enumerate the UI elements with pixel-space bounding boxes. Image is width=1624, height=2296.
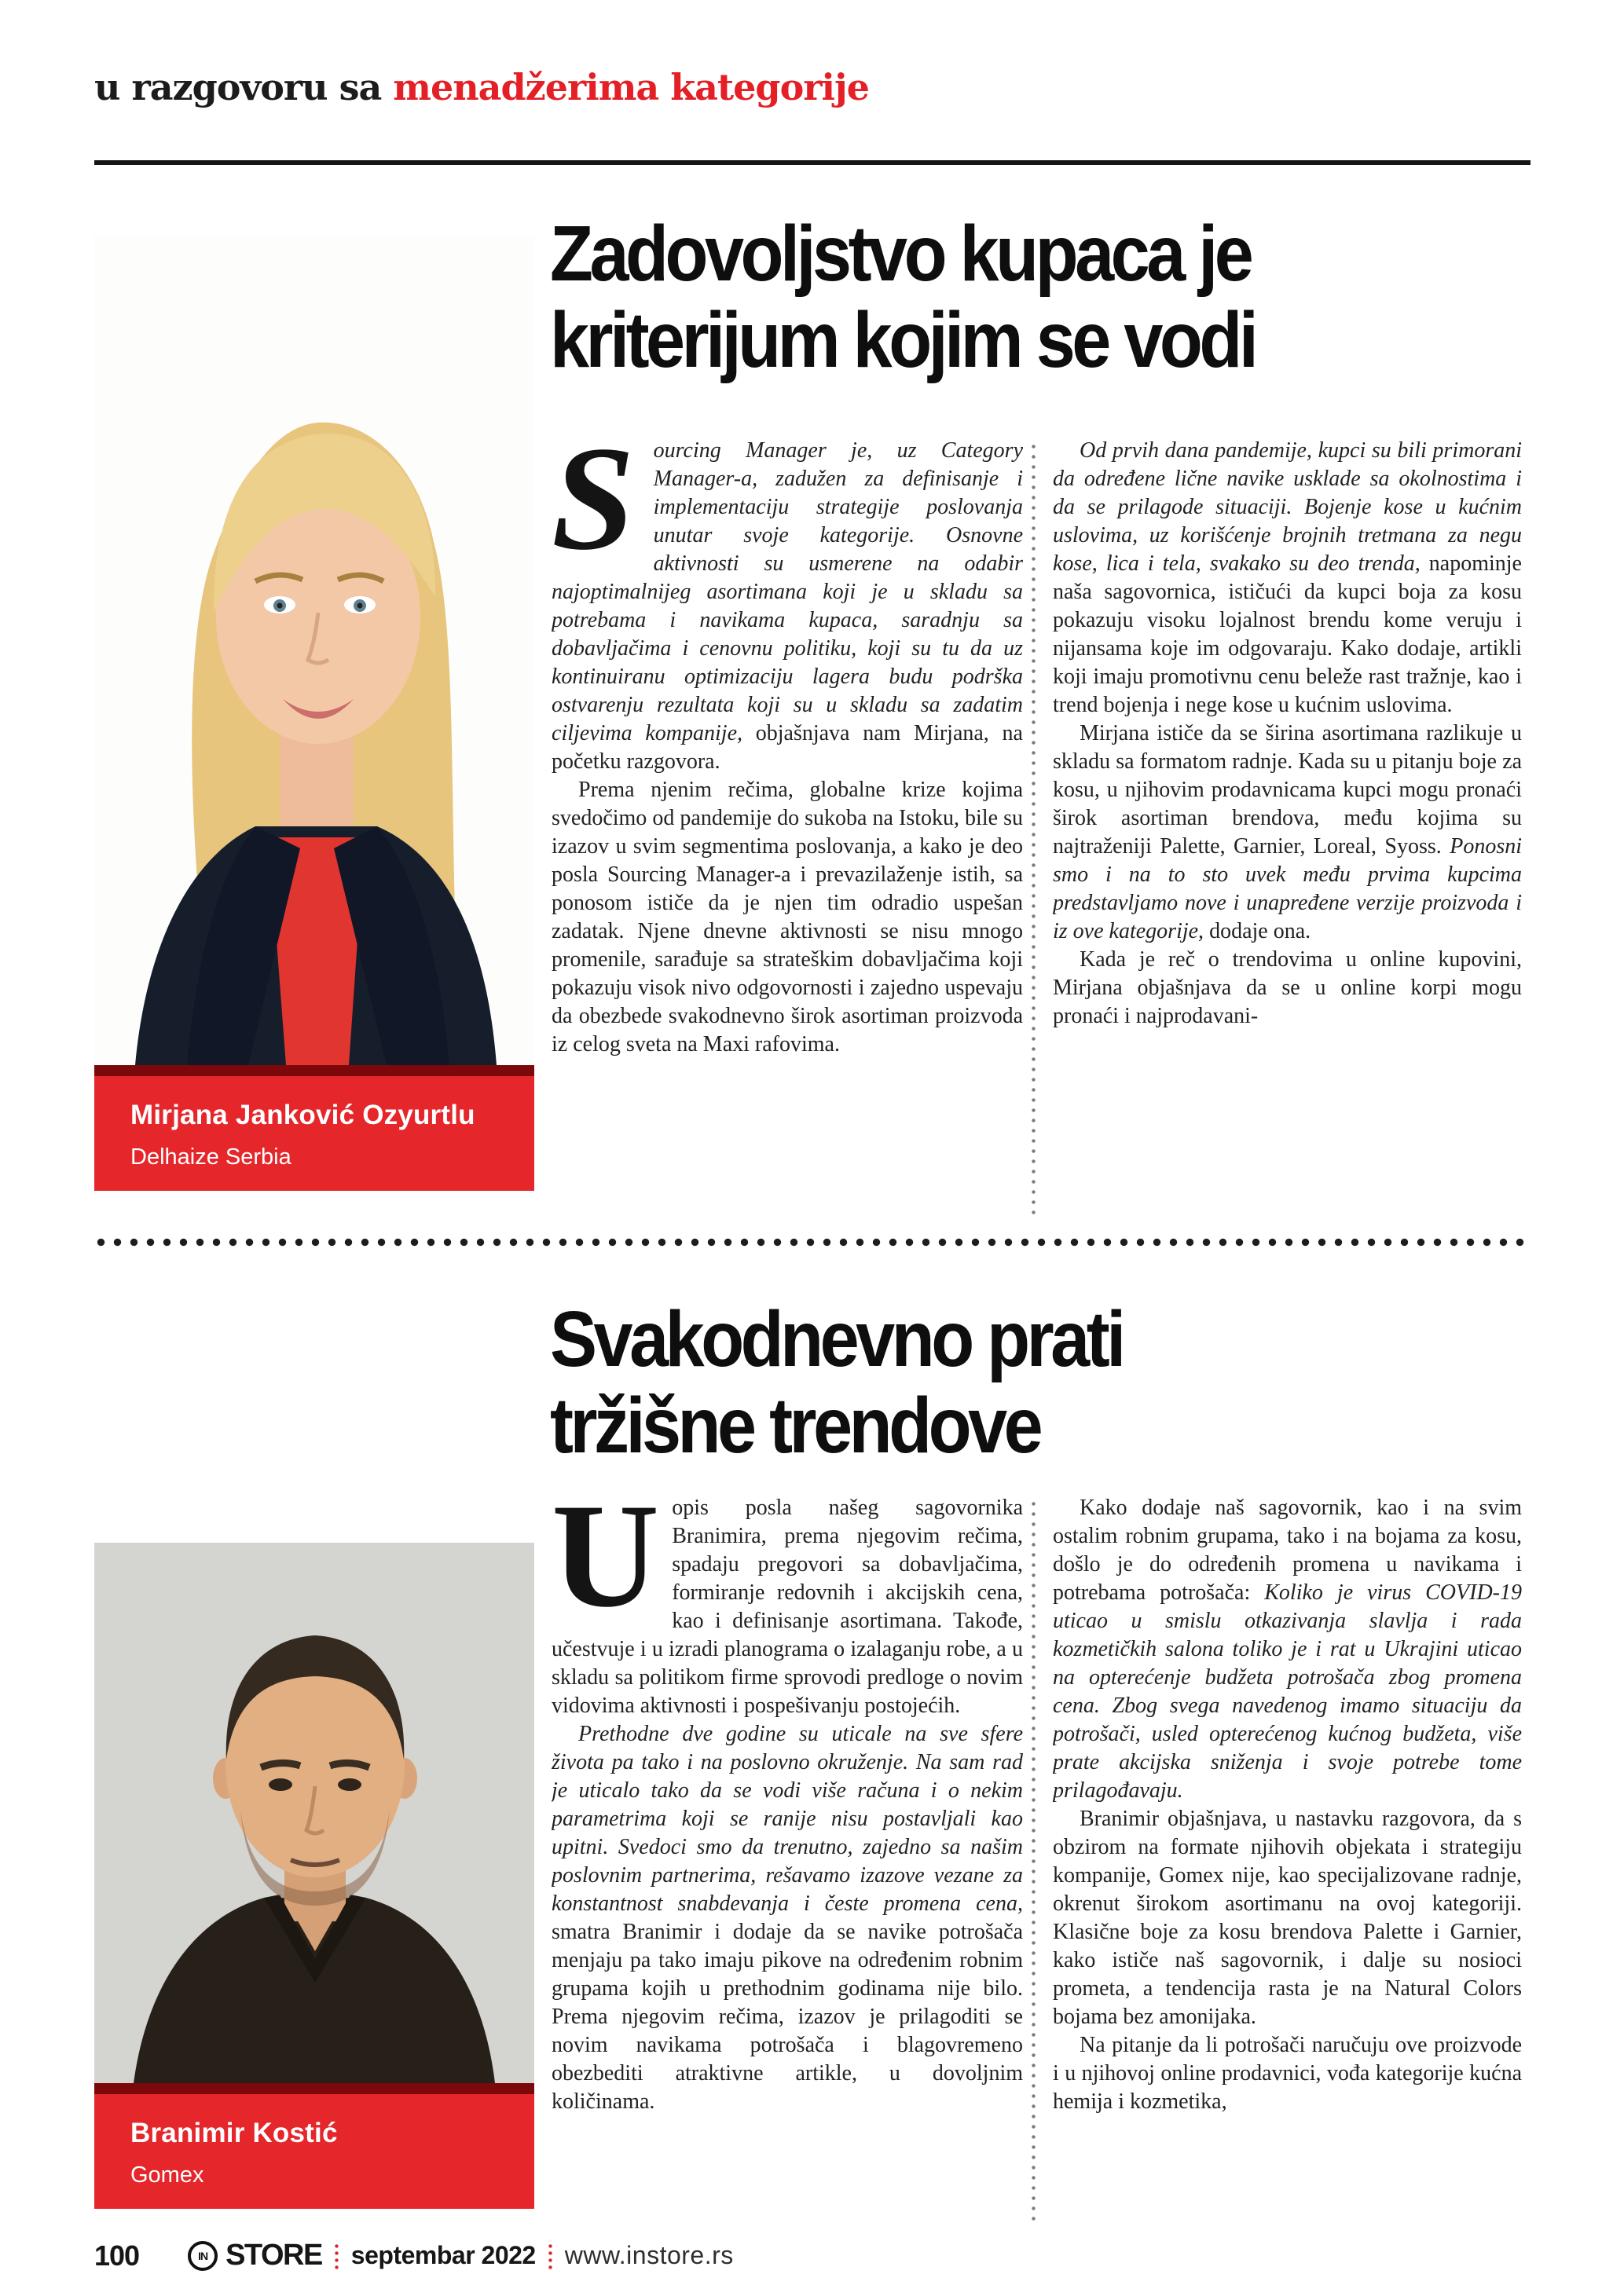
kicker-black-text: u razgovoru sa [94, 66, 394, 108]
article1-paragraph3: Od prvih dana pandemije, kupci su bili primorani da određene lične navike usklade sa okolnostima i da se prilagode situaciji. Bojenje kose u kućnim uslovima, uz korišćenje brojnih tretmana za negu kose, lica i tela, svakako su deo trenda, napominje naša sagovornica, ističući da kupci boja za kosu pokazuju visoku lojalnost brendu kome veruju i nijansama koje im odgovaraju. Kako dodaje, artikli koji imaju promotivnu cenu beleže rast tražnje, kao i trend bojenja i nege kose u kućnim uslovima. [1053, 438, 1522, 717]
dropcap-s: S [552, 437, 635, 581]
article2-title [550, 1296, 1123, 1469]
article2-paragraph5: Na pitanje da li potrošači naručuju ove proizvode i u njihovoj online prodavnici, vođa kategorije kućna hemija i kozmetika, [1053, 2033, 1522, 2114]
caption-name: Mirjana Janković Ozyurtlu [130, 1100, 475, 1130]
article2-paragraph1: Uopis posla našeg sagovornika Branimira, prema njegovim rečima, spadaju pregovori sa dobavljačima, formiranje redovnih i akcijskih cena, kao i definisanje asortimana. Takođe, učestvuje i u izradi planograma o izalaganju robe, a u skladu sa politikom firme sprovodi predloge o novim vidovima aktivnosti i pospešivanju postojećih. [552, 1494, 1023, 1718]
article2-paragraph3: Kako dodaje naš sagovornik, kao i na svim ostalim robnim grupama, tako i na bojama za kosu, došlo je do određenih promena u navikama i potrebama potrošača: Koliko je virus COVID-19 uticao u smislu otkazivanja slavlja i rada kozmetičkih salona toliko je i rat u Ukrajini uticao na opterećenje budžeta potrošača zbog promena cena. Zbog svega navedenog imamo situaciju da potrošači, usled opterećenog kućnog budžeta, više prate akcijska sniženja i svoje potrebe tome prilagođavaju. [1053, 1496, 1522, 1803]
portrait-branimir-image [94, 1543, 534, 2083]
footer-separator-icon [548, 2243, 552, 2269]
portrait-mirjana-image [94, 236, 534, 1065]
article1-paragraph2: Prema njenim rečima, globalne krize kojima svedočimo od pandemije do sukoba na Istoku, bile su izazov u svim segmentima poslovanja, a kako je deo posla Sourcing Manager-a i prevazilaženje istih, sa ponosom ističe da je njen tim odradio uspešan zadatak. Njene dnevne aktivnosti se nisu mnogo promenile, sarađuje sa strateškim dobavljačima koji pokazuju visok nivo odgovornosti i zajedno uspevaju da obezbede svakodnevno širok asortiman proizvoda iz celog sveta na Maxi rafovima. [552, 778, 1023, 1056]
article1-column2 [1053, 437, 1522, 1224]
portrait-mirjana-photo [94, 236, 534, 1065]
website-url: www.instore.rs [564, 2241, 734, 2269]
article1-paragraph5: Kada je reč o trendovima u online kupovini, Mirjana objašnjava da se u online korpi mogu pronaći i najprodavani- [1053, 947, 1522, 1028]
photo2-caption [94, 2094, 534, 2209]
photo-caption-strip [94, 2083, 534, 2094]
photo1-caption [94, 1076, 534, 1191]
article2-column2 [1053, 1494, 1522, 2231]
header-rule [94, 160, 1531, 165]
instore-circle-logo-icon: IN [188, 2241, 218, 2271]
portrait-branimir-photo [94, 1543, 534, 2083]
article2-title-line2: tržišne trendove [550, 1382, 1040, 1470]
article1-column1 [552, 437, 1023, 1224]
caption-name: Branimir Kostić [130, 2118, 338, 2148]
page-number: 100 [94, 2239, 140, 2272]
page-footer [94, 2239, 734, 2272]
section-kicker [94, 66, 869, 108]
issue-date: septembar 2022 [350, 2241, 536, 2269]
article2-paragraph2: Prethodne dve godine su uticale na sve sfere života pa tako i na poslovno okruženje. Na sam rad je uticalo tako da se vodi više računa i o nekim parametrima koji se ranije nisu postavljali kao upitni. Svedoci smo da trenutno, zajedno sa našim poslovnim partnerima, rešavamo izazove vezane za konstantnost snabdevanja i česte promena cena, smatra Branimir i dodaje da se navike potrošača menjaju pa tako imaju pikove na određenim robnim grupama kojih u prethodnim godinama nije bilo. Prema njegovim rečima, izazov je prilagoditi se novim navikama potrošača i blagovremeno obezbediti atraktivne artikle, u dovoljnim količinama. [552, 1722, 1023, 2114]
article1-paragraph4: Mirjana ističe da se širina asortimana razlikuje u skladu sa formatom radnje. Kada su u pitanju boje za kosu, u njihovim prodavnicama kupci mogu pronaći širok asortiman brendova, među kojima su najtraženiji Palette, Garnier, Loreal, Syoss. Ponosni smo i na to sto uvek među prvima kupcima predstavljamo nove i unapređene verzije proizvoda i iz ove kategorije, dodaje ona. [1053, 721, 1522, 943]
photo-caption-strip [94, 1065, 534, 1076]
footer-separator-icon [335, 2243, 339, 2269]
store-wordmark: STORE [225, 2239, 322, 2272]
kicker-red-text: menadžerima kategorije [393, 66, 869, 108]
article1-title-line1: Zadovoljstvo kupaca je [550, 210, 1251, 298]
article1-paragraph1: Sourcing Manager je, uz Category Manager-a, zadužen za definisanje i implementaciju strategije poslovanja unutar svoje kategorije. Osnovne aktivnosti su usmerene na odabir najoptimalnijeg asortimana koji je u skladu sa potrebama i navikama kupaca, saradnju sa dobavljačima i cenovnu politiku, koji su tu da uz kontinuiranu optimizaciju lagera budu podrška ostvarenju rezultata koji su u skladu sa zadatim ciljevima kompanije, objašnjava nam Mirjana, na početku razgovora. [552, 437, 1023, 774]
section-divider-dotted [93, 1238, 1532, 1247]
article2-title-line1: Svakodnevno prati [550, 1295, 1123, 1383]
dropcap-u: U [552, 1494, 660, 1639]
column-divider-dotted-1 [1032, 441, 1036, 1221]
article2-paragraph4: Branimir objašnjava, u nastavku razgovora, da s obzirom na formate njihovih objekata i strategiju kompanije, Gomex nije, kao specijalizovane radnje, okrenut širokom asortimanu na ovoj kategoriji. Klasične boje za kosu brendova Palette i Garnier, kako ističe naš sagovornik, i dalje su nosioci prometa, a tendencija rasta je na Natural Colors bojama bez amonijaka. [1053, 1807, 1522, 2029]
caption-company: Gomex [130, 2162, 204, 2188]
article1-title [550, 211, 1255, 383]
article2-column1 [552, 1494, 1023, 2231]
caption-company: Delhaize Serbia [130, 1144, 291, 1170]
article1-title-line2: kriterijum kojim se vodi [550, 296, 1256, 384]
column-divider-dotted-2 [1032, 1499, 1036, 2226]
